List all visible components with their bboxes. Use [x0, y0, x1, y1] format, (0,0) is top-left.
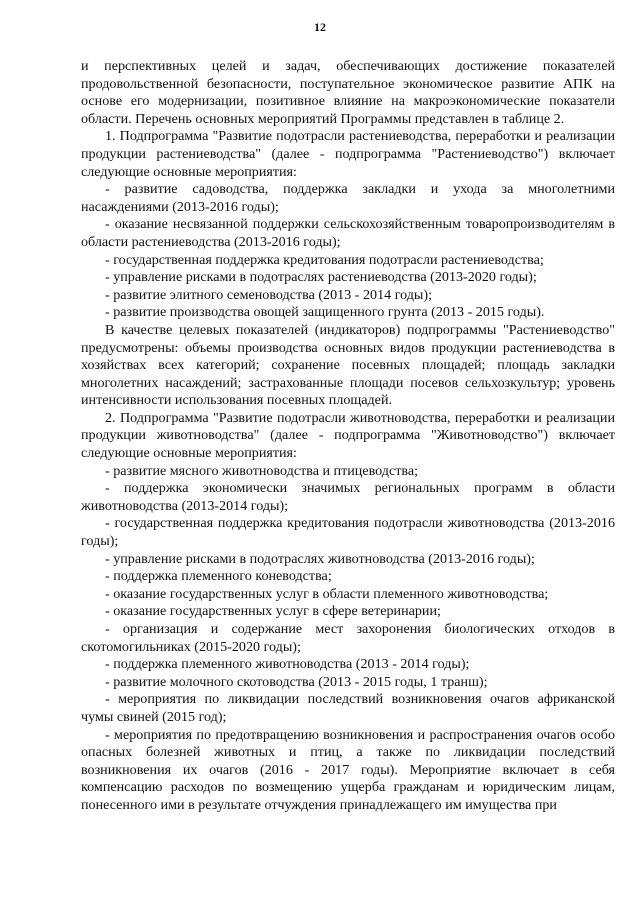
paragraph-intro-continuation: и перспективных целей и задач, обеспечивающих достижение показателей продовольственной безопасности, поступательное экономическое развитие АПК на основе его модернизации, позитивное влияние на макроэкономические показатели области. Перечень основных мероприятий Программы представлен в таблице 2.: [81, 58, 615, 127]
list-item: - развитие производства овощей защищенного грунта (2013 - 2015 годы).: [105, 304, 545, 321]
list-item: - развитие садоводства, поддержка закладки и ухода за многолетними насаждениями (2013-2016 годы);: [81, 181, 615, 215]
list-item: - мероприятия по предотвращению возникновения и распространения очагов особо опасных болезней животных и птиц, а также по ликвидации последствий возникновения их очагов (2016 - 2017 годы). Мероприятие включает в себя компенсацию расходов по возмещению ущерба гражданам и юридическим лицам, понесенного ими в результате отчуждения принадлежащего им имущества при: [81, 726, 615, 813]
paragraph-crops-indicators: В качестве целевых показателей (индикаторов) подпрограммы "Растениеводство" предусмотрены: объемы производства основных видов продукции растениеводства в хозяйствах всех категорий; сохранение посевных площадей; площадь закладки многолетних насаждений; застрахованные площади посевов сельхозкультур; уровень интенсивности использования посевных площадей.: [81, 321, 615, 409]
list-item: - управление рисками в подотраслях животноводства (2013-2016 годы);: [105, 550, 535, 567]
list-item: - развитие мясного животноводства и птицеводства;: [105, 462, 419, 479]
list-item: - поддержка племенного животноводства (2013 - 2014 годы);: [105, 656, 470, 673]
list-item: - оказание несвязанной поддержки сельскохозяйственным товаропроизводителям в области растениеводства (2013-2016 годы);: [81, 216, 615, 250]
list-item: - государственная поддержка кредитования подотрасли животноводства (2013-2016 годы);: [81, 515, 615, 550]
list-item: - управление рисками в подотраслях растениеводства (2013-2020 годы);: [105, 269, 537, 286]
list-item: - организация и содержание мест захоронения биологических отходов в скотомогильниках (2015-2020 годы);: [81, 621, 615, 655]
body-text: [81, 58, 615, 815]
paragraph-subprogram-livestock: 2. Подпрограмма "Развитие подотрасли животноводства, переработки и реализации продукции животноводства" (далее - подпрограмма "Животноводство") включает следующие основные мероприятия:: [81, 409, 615, 462]
list-item: - мероприятия по ликвидации последствий возникновения очагов африканской чумы свиней (2015 год);: [81, 691, 615, 725]
list-item: - оказание государственных услуг в области племенного животноводства;: [105, 585, 549, 602]
paragraph-subprogram-crops: 1. Подпрограмма "Развитие подотрасли растениеводства, переработки и реализации продукции растениеводства" (далее - подпрограмма "Растениеводство") включает следующие основные мероприятия:: [81, 128, 615, 180]
list-item: - государственная поддержка кредитования подотрасли растениеводства;: [105, 251, 544, 268]
list-item: - развитие элитного семеноводства (2013 - 2014 годы);: [105, 286, 433, 303]
list-item: - поддержка экономически значимых региональных программ в области животноводства (2013-2014 годы);: [81, 480, 615, 514]
list-item: - оказание государственных услуг в сфере ветеринарии;: [105, 603, 441, 620]
list-item: - развитие молочного скотоводства (2013 - 2015 годы, 1 транш);: [105, 673, 488, 690]
list-item: - поддержка племенного коневодства;: [105, 568, 332, 585]
page-number: 12: [314, 20, 326, 34]
